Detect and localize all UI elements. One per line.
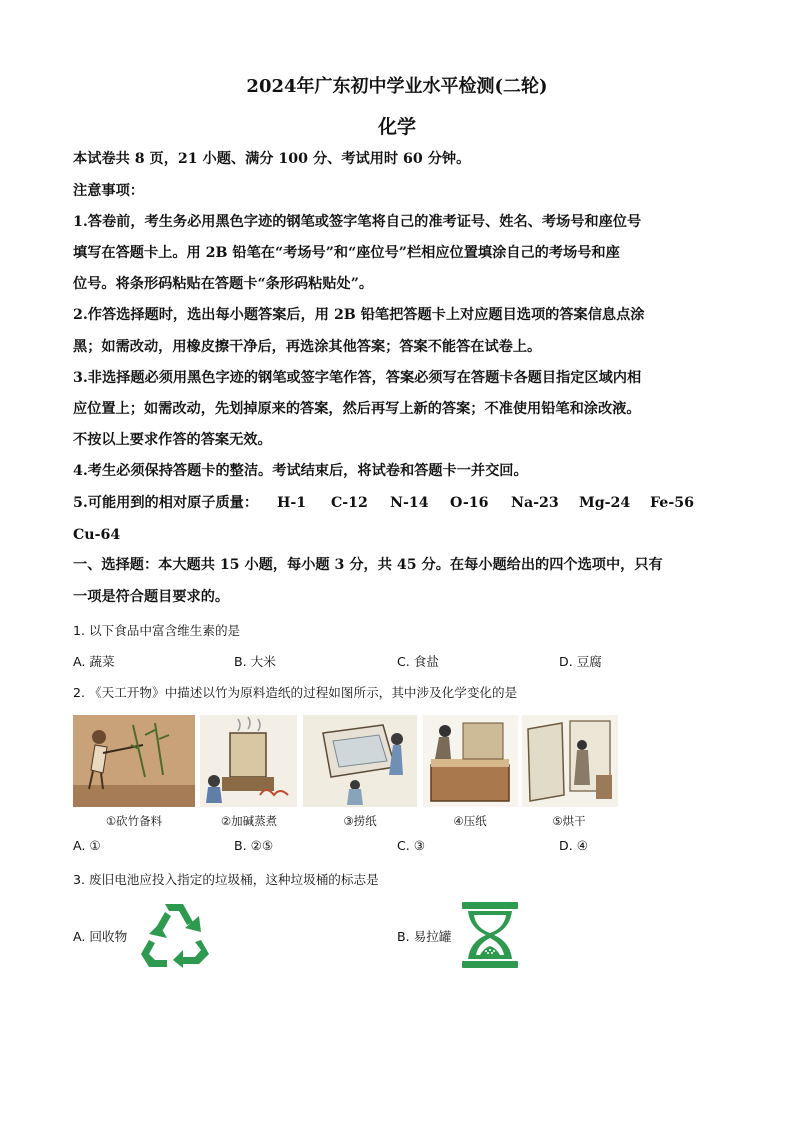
notice-2-line-1: 2.作答选择题时，选出每小题答案后，用 2B 铅笔把答题卡上对应题目选项的答案信息点涂	[73, 307, 645, 323]
subject-title: 化学	[377, 116, 416, 138]
section-1-line-1: 一、选择题：本大题共 15 小题，每小题 3 分，共 45 分。在每小题给出的四个选项中，只有	[73, 557, 663, 573]
atomic-mass-mg: Mg-24	[579, 495, 631, 511]
q3-stem: 3. 废旧电池应投入指定的垃圾桶，这种垃圾桶的标志是	[73, 872, 379, 887]
q2-caption-1: ①砍竹备料	[105, 814, 163, 828]
q2-image-cut-bamboo	[73, 715, 195, 807]
q2-image-press-paper	[423, 715, 518, 807]
exam-title: 2024年广东初中学业水平检测(二轮)	[246, 76, 548, 97]
q2-image-scoop-paper	[303, 715, 417, 807]
q2-option-d[interactable]: D. ④	[559, 838, 588, 853]
notice-4: 4.考生必须保持答题卡的整洁。考试结束后，将试卷和答题卡一并交回。	[73, 463, 528, 479]
q1-option-a[interactable]: A. 蔬菜	[73, 654, 115, 669]
notice-3-line-3: 不按以上要求作答的答案无效。	[73, 432, 272, 448]
atomic-mass-o: O-16	[450, 495, 489, 511]
atomic-mass-cu: Cu-64	[73, 527, 121, 543]
q2-caption-5: ⑤烘干	[552, 814, 586, 828]
exam-intro: 本试卷共 8 页，21 小题、满分 100 分、考试用时 60 分钟。	[73, 151, 471, 167]
notice-3-line-2: 应位置上；如需改动，先划掉原来的答案，然后再写上新的答案；不准使用铅笔和涂改液。	[73, 401, 641, 417]
q2-caption-3: ③捞纸	[343, 814, 377, 828]
q1-option-c[interactable]: C. 食盐	[397, 654, 439, 669]
notice-heading: 注意事项：	[73, 183, 144, 199]
q2-caption-4: ④压纸	[453, 814, 487, 828]
atomic-mass-h: H-1	[277, 495, 307, 511]
q3-option-a[interactable]: A. 回收物	[73, 929, 128, 944]
section-1-line-2: 一项是符合题目要求的。	[73, 589, 230, 605]
atomic-mass-c: C-12	[331, 495, 368, 511]
q2-option-b[interactable]: B. ②⑤	[234, 838, 274, 853]
q3-option-b[interactable]: B. 易拉罐	[397, 929, 452, 944]
notice-1-line-2: 填写在答题卡上。用 2B 铅笔在“考场号”和“座位号”栏相应位置填涂自己的考场号和座	[73, 245, 620, 261]
atomic-mass-fe: Fe-56	[650, 495, 694, 511]
q2-option-c[interactable]: C. ③	[397, 838, 426, 853]
notice-1-line-3: 位号。将条形码粘贴在答题卡“条形码粘贴处”。	[73, 276, 374, 292]
notice-2-line-2: 黑；如需改动，用橡皮擦干净后，再选涂其他答案；答案不能答在试卷上。	[73, 339, 542, 355]
q2-stem: 2. 《天工开物》中描述以竹为原料造纸的过程如图所示，其中涉及化学变化的是	[73, 685, 518, 700]
q2-option-a[interactable]: A. ①	[73, 838, 101, 853]
hourglass-can-icon	[460, 902, 520, 968]
q2-caption-2: ②加碱蒸煮	[220, 814, 278, 828]
notice-3-line-1: 3.非选择题必须用黑色字迹的钢笔或签字笔作答，答案必须写在答题卡各题目指定区域内相	[73, 370, 642, 386]
recycle-icon	[135, 898, 213, 968]
notice-1-line-1: 1.答卷前，考生务必用黑色字迹的钢笔或签字笔将自己的准考证号、姓名、考场号和座位号	[73, 214, 642, 230]
q1-stem: 1. 以下食品中富含维生素的是	[73, 623, 241, 638]
q2-image-dry-paper	[522, 715, 618, 807]
q1-option-d[interactable]: D. 豆腐	[559, 654, 602, 669]
atomic-mass-na: Na-23	[511, 495, 559, 511]
notice-5-label: 5.可能用到的相对原子质量：	[73, 495, 259, 511]
q1-option-b[interactable]: B. 大米	[234, 654, 276, 669]
q2-image-boil-alkali	[200, 715, 297, 807]
atomic-mass-n: N-14	[390, 495, 429, 511]
